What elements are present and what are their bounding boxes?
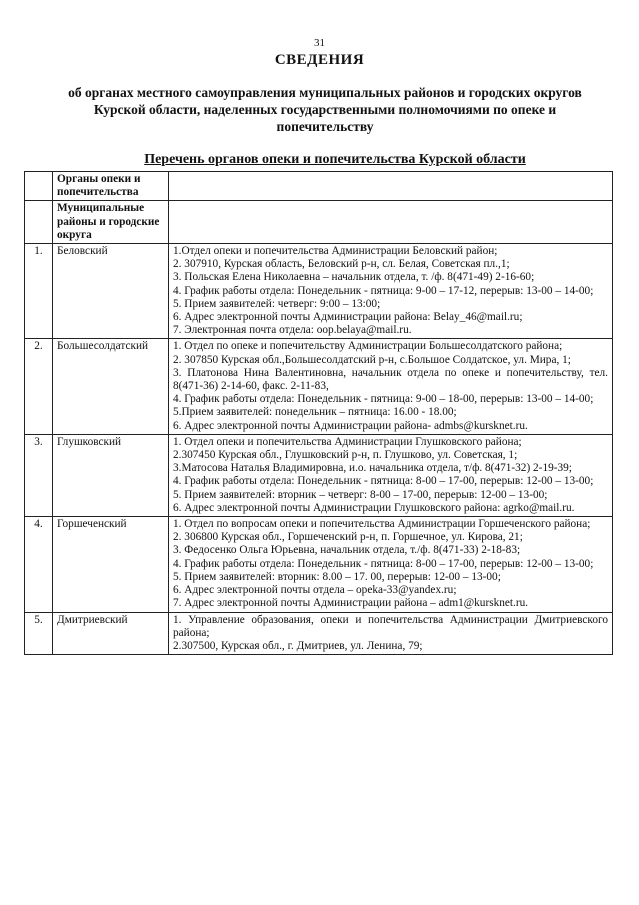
table-row — [25, 517, 613, 612]
info-line: 5. Прием заявителей: вторник: 8.00 – 17. 00, перерыв: 12-00 – 13-00; — [173, 570, 501, 583]
district-name: Беловский — [53, 244, 169, 339]
guardianship-table — [24, 171, 613, 655]
table-row — [25, 244, 613, 339]
district-name: Большесолдатский — [53, 339, 169, 434]
info-line: 5. Прием заявителей: четверг: 9:00 – 13:00; — [173, 297, 381, 310]
info-line: 6. Адрес электронной почты отдела – opeka-33@yandex.ru; — [173, 584, 457, 597]
info-line: 7. Адрес электронной почты Администрации района – adm1@kursknet.ru. — [173, 597, 529, 610]
info-line: 2.307450 Курская обл., Глушковский р-н, п. Глушково, ул. Советская, 1; — [173, 449, 518, 462]
info-line: 4. График работы отдела: Понедельник - пятница: 8-00 – 17-00, перерыв: 12-00 – 13-00; — [173, 557, 594, 570]
header-empty-cell — [25, 201, 53, 244]
row-number: 2. — [25, 339, 53, 434]
row-number: 4. — [25, 517, 53, 612]
info-line: 7. Электронная почта отдела: oop.belaya@mail.ru. — [173, 324, 412, 337]
info-line: 5. Прием заявителей: вторник – четверг: 8-00 – 17-00, перерыв: 12-00 – 13-00; — [173, 488, 548, 501]
district-name: Глушковский — [53, 434, 169, 516]
info-line: 2. 307910, Курская область, Беловский р-н, сл. Белая, Советская пл.,1; — [173, 258, 510, 271]
district-info — [169, 517, 613, 612]
info-line: 3. Польская Елена Николаевна – начальник отдела, т. /ф. 8(471-49) 2-16-60; — [173, 271, 535, 284]
district-name: Горшеченский — [53, 517, 169, 612]
info-line: 6. Адрес электронной почты Администрации Глушковского района: agrko@mail.ru. — [173, 501, 575, 514]
info-line: 1. Управление образования, опеки и попечительства Администрации Дмитриевского района; — [173, 613, 608, 639]
district-info — [169, 339, 613, 434]
header-empty-cell — [25, 172, 53, 201]
info-line: 1. Отдел по вопросам опеки и попечительства Администрации Горшеченского района; — [173, 518, 591, 531]
header-municipal-districts: Муниципальные районы и городские округа — [53, 201, 169, 244]
row-number: 3. — [25, 434, 53, 516]
info-line: 6. Адрес электронной почты Администрации района- admbs@kursknet.ru. — [173, 419, 528, 432]
list-title: Перечень органов опеки и попечительства Курской области — [144, 152, 526, 167]
table-row — [25, 339, 613, 434]
table-row — [25, 612, 613, 655]
info-line: 6. Адрес электронной почты Администрации района: Belay_46@mail.ru; — [173, 311, 523, 324]
info-line: 4. График работы отдела: Понедельник - пятница: 8-00 – 17-00, перерыв: 12-00 – 13-00; — [173, 475, 594, 488]
info-line: 1.Отдел опеки и попечительства Администрации Беловский район; — [173, 245, 498, 258]
info-line: 1. Отдел опеки и попечительства Администрации Глушковского района; — [173, 435, 522, 448]
row-number: 5. — [25, 612, 53, 655]
district-info — [169, 612, 613, 655]
table-header-row — [25, 172, 613, 201]
info-line: 4. График работы отдела: Понедельник - пятница: 9-00 – 17-12, перерыв: 13-00 – 14-00; — [173, 284, 594, 297]
table-header-row — [25, 201, 613, 244]
info-line: 1. Отдел по опеке и попечительству Администрации Большесолдатского района; — [173, 340, 563, 353]
header-value-cell — [169, 172, 613, 201]
district-info — [169, 244, 613, 339]
header-guardianship-bodies: Органы опеки и попечительства — [53, 172, 169, 201]
table-row — [25, 434, 613, 516]
document-subtitle: об органах местного самоуправления муниципальных районов и городских округов Курской области, наделенных государственными полномочиями по опеке и попечительству — [68, 85, 582, 134]
info-line: 2.307500, Курская обл., г. Дмитриев, ул. Ленина, 79; — [173, 639, 423, 652]
document-title: СВЕДЕНИЯ — [274, 52, 365, 68]
info-line: 2. 307850 Курская обл.,Большесолдатский р-н, с.Большое Солдатское, ул. Мира, 1; — [173, 353, 571, 366]
info-line: 3. Платонова Нина Валентиновна, начальник отдела по опеке и попечительству, тел. 8(471-36) 2-14-60, факс. 2-11-83, — [173, 366, 608, 393]
header-value-cell — [169, 201, 613, 244]
info-line: 3.Матосова Наталья Владимировна, и.о. начальника отдела, т/ф. 8(471-32) 2-19-39; — [173, 462, 572, 475]
info-line: 4. График работы отдела: Понедельник - пятница: 9-00 – 18-00, перерыв: 13-00 – 14-00; — [173, 393, 594, 406]
info-line: 3. Федосенко Ольга Юрьевна, начальник отдела, т./ф. 8(471-33) 2-18-83; — [173, 544, 521, 557]
district-info — [169, 434, 613, 516]
page-number: 31 — [314, 37, 325, 49]
row-number: 1. — [25, 244, 53, 339]
district-name: Дмитриевский — [53, 612, 169, 655]
info-line: 5.Прием заявителей: понедельник – пятница: 16.00 - 18.00; — [173, 406, 457, 419]
info-line: 2. 306800 Курская обл., Горшеченский р-н, п. Горшечное, ул. Кирова, 21; — [173, 531, 523, 544]
